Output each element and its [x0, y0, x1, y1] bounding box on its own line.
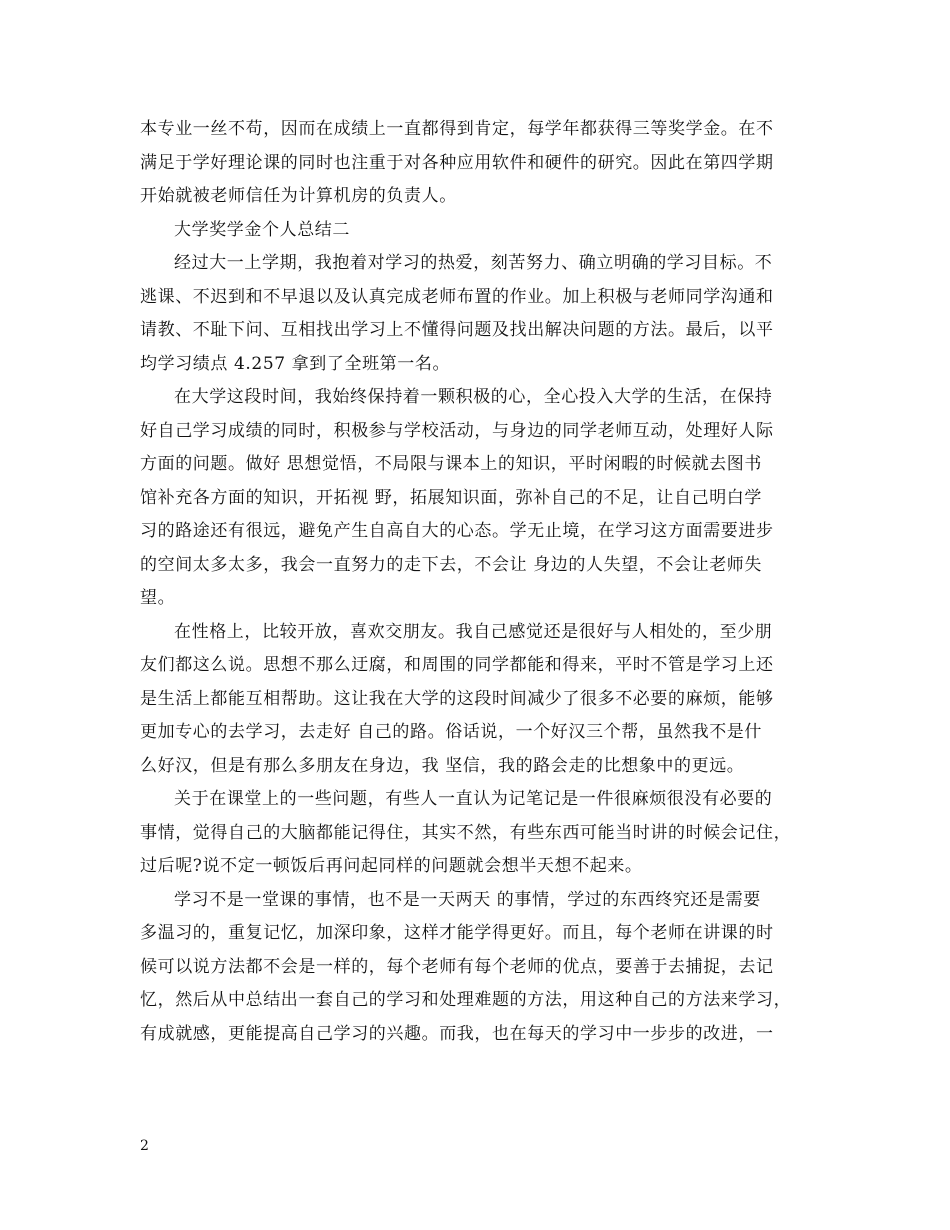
text-line: 在性格上，比较开放，喜欢交朋友。我自己感觉还是很好与人相处的，至少朋: [174, 621, 773, 642]
text-line: 友们都这么说。思想不那么迂腐，和周围的同学都能和得来，平时不管是学习上还: [140, 655, 774, 675]
text-line: 经过大一上学期，我抱着对学习的热爱，刻苦努力、确立明确的学习目标。不: [174, 253, 773, 273]
text-line: 在大学这段时间，我始终保持着一颗积极的心，全心投入大学的生活，在保持: [174, 387, 773, 407]
text-line: 本专业一丝不苟，因而在成绩上一直都得到肯定，每学年都获得三等奖学金。在不: [140, 119, 774, 139]
text-line: 多温习的，重复记忆，加深印象，这样才能学得更好。而且，每个老师在讲课的时: [140, 923, 774, 943]
text-line: 满足于学好理论课的同时也注重于对各种应用软件和硬件的研究。因此在第四学期: [140, 152, 774, 173]
text-line: 候可以说方法都不会是一样的，每个老师有每个老师的优点，要善于去捕捉，去记: [140, 956, 774, 977]
text-line: 馆补充各方面的知识，开拓视 野，拓展知识面，弥补自己的不足，让自己明白学: [140, 487, 763, 508]
text-line: 有成就感，更能提高自己学习的兴趣。而我，也在每天的学习中一步步的改进，一: [140, 1023, 774, 1044]
text-line: 是生活上都能互相帮助。这让我在大学的这段时间减少了很多不必要的麻烦，能够: [140, 688, 774, 709]
text-line: 开始就被老师信任为计算机房的负责人。: [140, 186, 457, 206]
text-line: 的空间太多太多，我会一直努力的走下去，不会让 身边的人失望，不会让老师失: [140, 554, 763, 575]
text-line: 方面的问题。做好 思想觉悟，不局限与课本上的知识，平时闲暇的时候就去图书: [140, 454, 763, 474]
text-line: 习的路途还有很远，避免产生自高自大的心态。学无止境，在学习这方面需要进步: [140, 521, 774, 541]
text-line: 么好汉，但是有那么多朋友在身边，我 坚信，我的路会走的比想象中的更远。: [140, 755, 745, 776]
text-line: 均学习绩点 4.257 拿到了全班第一名。: [140, 353, 451, 374]
text-line: 关于在课堂上的一些问题，有些人一直认为记笔记是一件很麻烦很没有必要的: [174, 789, 773, 809]
text-line: 事情，觉得自己的大脑都能记得住，其实不然，有些东西可能当时讲的时候会记住，: [140, 822, 792, 843]
text-line: 望。: [140, 588, 176, 608]
page-number: 2: [140, 1138, 149, 1154]
text-line: 逃课、不迟到和不早退以及认真完成老师布置的作业。加上积极与老师同学沟通和: [140, 286, 774, 307]
text-line: 过后呢?说不定一顿饭后再问起同样的问题就会想半天想不起来。: [140, 856, 643, 876]
document-body: [140, 113, 820, 1051]
section-heading: 大学奖学金个人总结二: [174, 219, 350, 240]
text-line: 好自己学习成绩的同时，积极参与学校活动，与身边的同学老师互动，处理好人际: [140, 420, 774, 441]
text-line: 忆，然后从中总结出一套自己的学习和处理难题的方法，用这种自己的方法来学习，: [140, 990, 792, 1010]
text-line: 学习不是一堂课的事情，也不是一天两天 的事情，学过的东西终究还是需要: [174, 889, 761, 910]
text-line: 请教、不耻下问、互相找出学习上不懂得问题及找出解决问题的方法。最后，以平: [140, 320, 774, 340]
text-line: 更加专心的去学习，去走好 自己的路。俗话说，一个好汉三个帮，虽然我不是什: [140, 722, 763, 742]
